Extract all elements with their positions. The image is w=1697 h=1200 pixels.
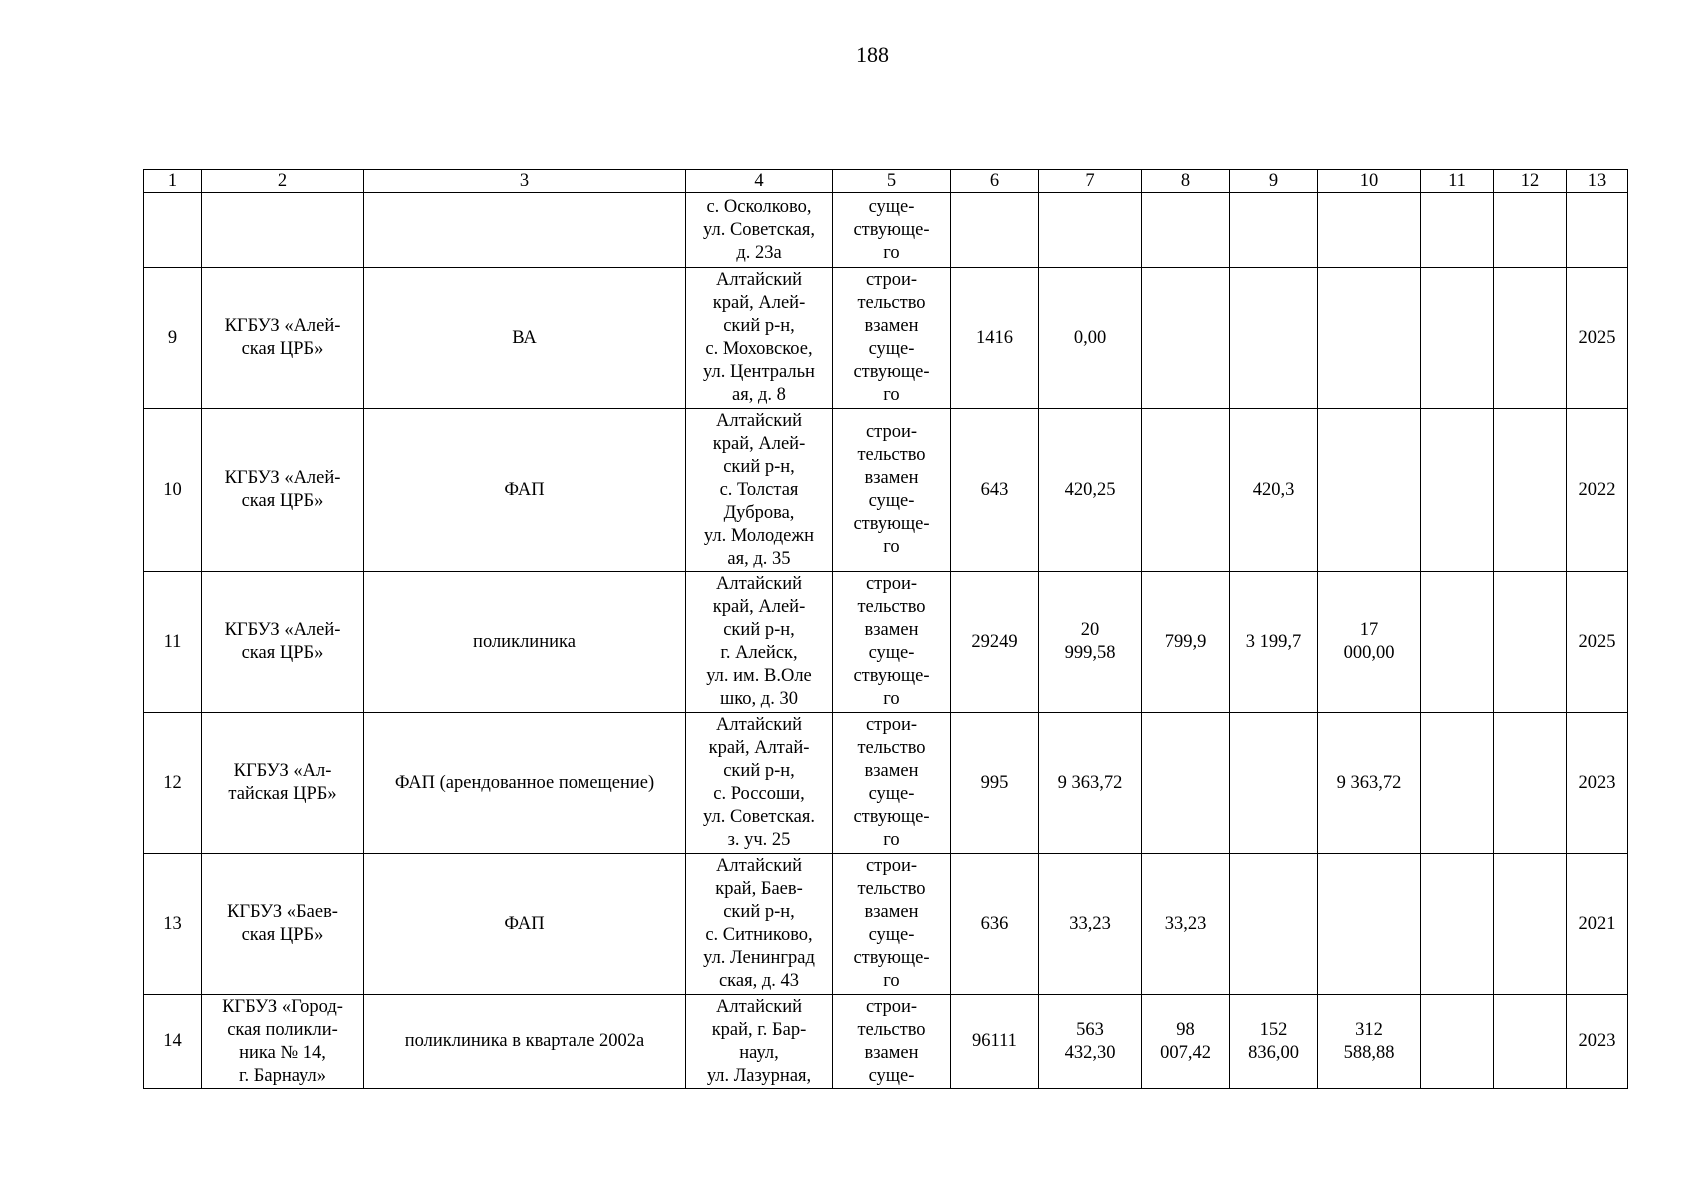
cell-col10 [1318, 854, 1421, 995]
cell-object: ФАП [364, 854, 686, 995]
cell-number: 12 [144, 713, 202, 854]
cell-col11 [1421, 409, 1494, 572]
cell-number: 9 [144, 268, 202, 409]
table-header-row [144, 170, 1628, 193]
table-row [144, 193, 1628, 268]
table-row [144, 268, 1628, 409]
cell-col9: 3 199,7 [1230, 572, 1318, 713]
cell-address: Алтайский край, Алей- ский р-н, с. Толстая Дуброва, ул. Молодежн ая, д. 35 [686, 409, 833, 572]
cell-col6: 29249 [951, 572, 1039, 713]
cell-col13 [1567, 193, 1628, 268]
cell-col11 [1421, 572, 1494, 713]
cell-col11 [1421, 995, 1494, 1089]
cell-col10: 17 000,00 [1318, 572, 1421, 713]
cell-work-type: строи- тельство взамен суще- ствующе- го [833, 713, 951, 854]
table-row [144, 409, 1628, 572]
page-number: 188 [856, 42, 889, 67]
cell-col6 [951, 193, 1039, 268]
cell-number: 14 [144, 995, 202, 1089]
cell-col6: 96111 [951, 995, 1039, 1089]
cell-col11 [1421, 193, 1494, 268]
column-header: 10 [1318, 170, 1421, 193]
column-header: 9 [1230, 170, 1318, 193]
cell-work-type: строи- тельство взамен суще- ствующе- го [833, 854, 951, 995]
cell-col12 [1494, 713, 1567, 854]
cell-number: 13 [144, 854, 202, 995]
column-header: 3 [364, 170, 686, 193]
cell-col11 [1421, 268, 1494, 409]
column-header: 13 [1567, 170, 1628, 193]
cell-col9: 152 836,00 [1230, 995, 1318, 1089]
column-header: 5 [833, 170, 951, 193]
cell-organization: КГБУЗ «Баев- ская ЦРБ» [202, 854, 364, 995]
cell-col12 [1494, 995, 1567, 1089]
cell-col12 [1494, 572, 1567, 713]
column-header: 8 [1142, 170, 1230, 193]
cell-organization: КГБУЗ «Ал- тайская ЦРБ» [202, 713, 364, 854]
cell-col9 [1230, 193, 1318, 268]
cell-col8 [1142, 268, 1230, 409]
cell-address: Алтайский край, Алтай- ский р-н, с. Россоши, ул. Советская. з. уч. 25 [686, 713, 833, 854]
cell-address: Алтайский край, Алей- ский р-н, г. Алейск, ул. им. В.Оле шко, д. 30 [686, 572, 833, 713]
cell-col7: 20 999,58 [1039, 572, 1142, 713]
cell-col7: 33,23 [1039, 854, 1142, 995]
cell-col13: 2023 [1567, 995, 1628, 1089]
cell-col6: 643 [951, 409, 1039, 572]
cell-organization: КГБУЗ «Алей- ская ЦРБ» [202, 409, 364, 572]
column-header: 12 [1494, 170, 1567, 193]
data-table [143, 169, 1628, 1089]
cell-address: с. Осколково, ул. Советская, д. 23а [686, 193, 833, 268]
table-row [144, 713, 1628, 854]
column-header: 4 [686, 170, 833, 193]
cell-col10 [1318, 409, 1421, 572]
cell-address: Алтайский край, Баев- ский р-н, с. Ситниково, ул. Ленинград ская, д. 43 [686, 854, 833, 995]
cell-col10: 9 363,72 [1318, 713, 1421, 854]
cell-col13: 2021 [1567, 854, 1628, 995]
cell-col13: 2022 [1567, 409, 1628, 572]
cell-col8 [1142, 193, 1230, 268]
cell-col13: 2023 [1567, 713, 1628, 854]
cell-col7: 9 363,72 [1039, 713, 1142, 854]
cell-organization: КГБУЗ «Алей- ская ЦРБ» [202, 572, 364, 713]
cell-object [364, 193, 686, 268]
cell-work-type: строи- тельство взамен суще- ствующе- го [833, 409, 951, 572]
cell-object: поликлиника [364, 572, 686, 713]
cell-col10 [1318, 268, 1421, 409]
cell-col10: 312 588,88 [1318, 995, 1421, 1089]
cell-col9 [1230, 268, 1318, 409]
cell-object: ВА [364, 268, 686, 409]
cell-col12 [1494, 268, 1567, 409]
cell-work-type: суще- ствующе- го [833, 193, 951, 268]
table-row [144, 854, 1628, 995]
cell-col8: 98 007,42 [1142, 995, 1230, 1089]
cell-col7: 420,25 [1039, 409, 1142, 572]
cell-col9: 420,3 [1230, 409, 1318, 572]
cell-col6: 636 [951, 854, 1039, 995]
cell-col8: 799,9 [1142, 572, 1230, 713]
column-header: 11 [1421, 170, 1494, 193]
cell-number: 11 [144, 572, 202, 713]
cell-col13: 2025 [1567, 268, 1628, 409]
cell-col9 [1230, 713, 1318, 854]
cell-work-type: строи- тельство взамен суще- ствующе- го [833, 268, 951, 409]
cell-col8 [1142, 409, 1230, 572]
column-header: 1 [144, 170, 202, 193]
cell-col11 [1421, 713, 1494, 854]
cell-number: 10 [144, 409, 202, 572]
cell-address: Алтайский край, Алей- ский р-н, с. Моховское, ул. Центральн ая, д. 8 [686, 268, 833, 409]
column-header: 6 [951, 170, 1039, 193]
cell-col9 [1230, 854, 1318, 995]
cell-number [144, 193, 202, 268]
cell-work-type: строи- тельство взамен суще- [833, 995, 951, 1089]
cell-col8 [1142, 713, 1230, 854]
cell-col12 [1494, 854, 1567, 995]
cell-object: поликлиника в квартале 2002а [364, 995, 686, 1089]
cell-organization: КГБУЗ «Алей- ская ЦРБ» [202, 268, 364, 409]
column-header: 2 [202, 170, 364, 193]
cell-col13: 2025 [1567, 572, 1628, 713]
cell-work-type: строи- тельство взамен суще- ствующе- го [833, 572, 951, 713]
cell-object: ФАП [364, 409, 686, 572]
cell-col6: 995 [951, 713, 1039, 854]
column-header: 7 [1039, 170, 1142, 193]
cell-col7: 0,00 [1039, 268, 1142, 409]
cell-col7: 563 432,30 [1039, 995, 1142, 1089]
cell-col8: 33,23 [1142, 854, 1230, 995]
cell-organization [202, 193, 364, 268]
cell-organization: КГБУЗ «Город- ская поликли- ника № 14, г. Барнаул» [202, 995, 364, 1089]
cell-col12 [1494, 409, 1567, 572]
cell-col12 [1494, 193, 1567, 268]
cell-object: ФАП (арендованное помещение) [364, 713, 686, 854]
table-row [144, 572, 1628, 713]
table-row [144, 995, 1628, 1089]
cell-address: Алтайский край, г. Бар- наул, ул. Лазурная, [686, 995, 833, 1089]
cell-col10 [1318, 193, 1421, 268]
cell-col7 [1039, 193, 1142, 268]
cell-col11 [1421, 854, 1494, 995]
cell-col6: 1416 [951, 268, 1039, 409]
